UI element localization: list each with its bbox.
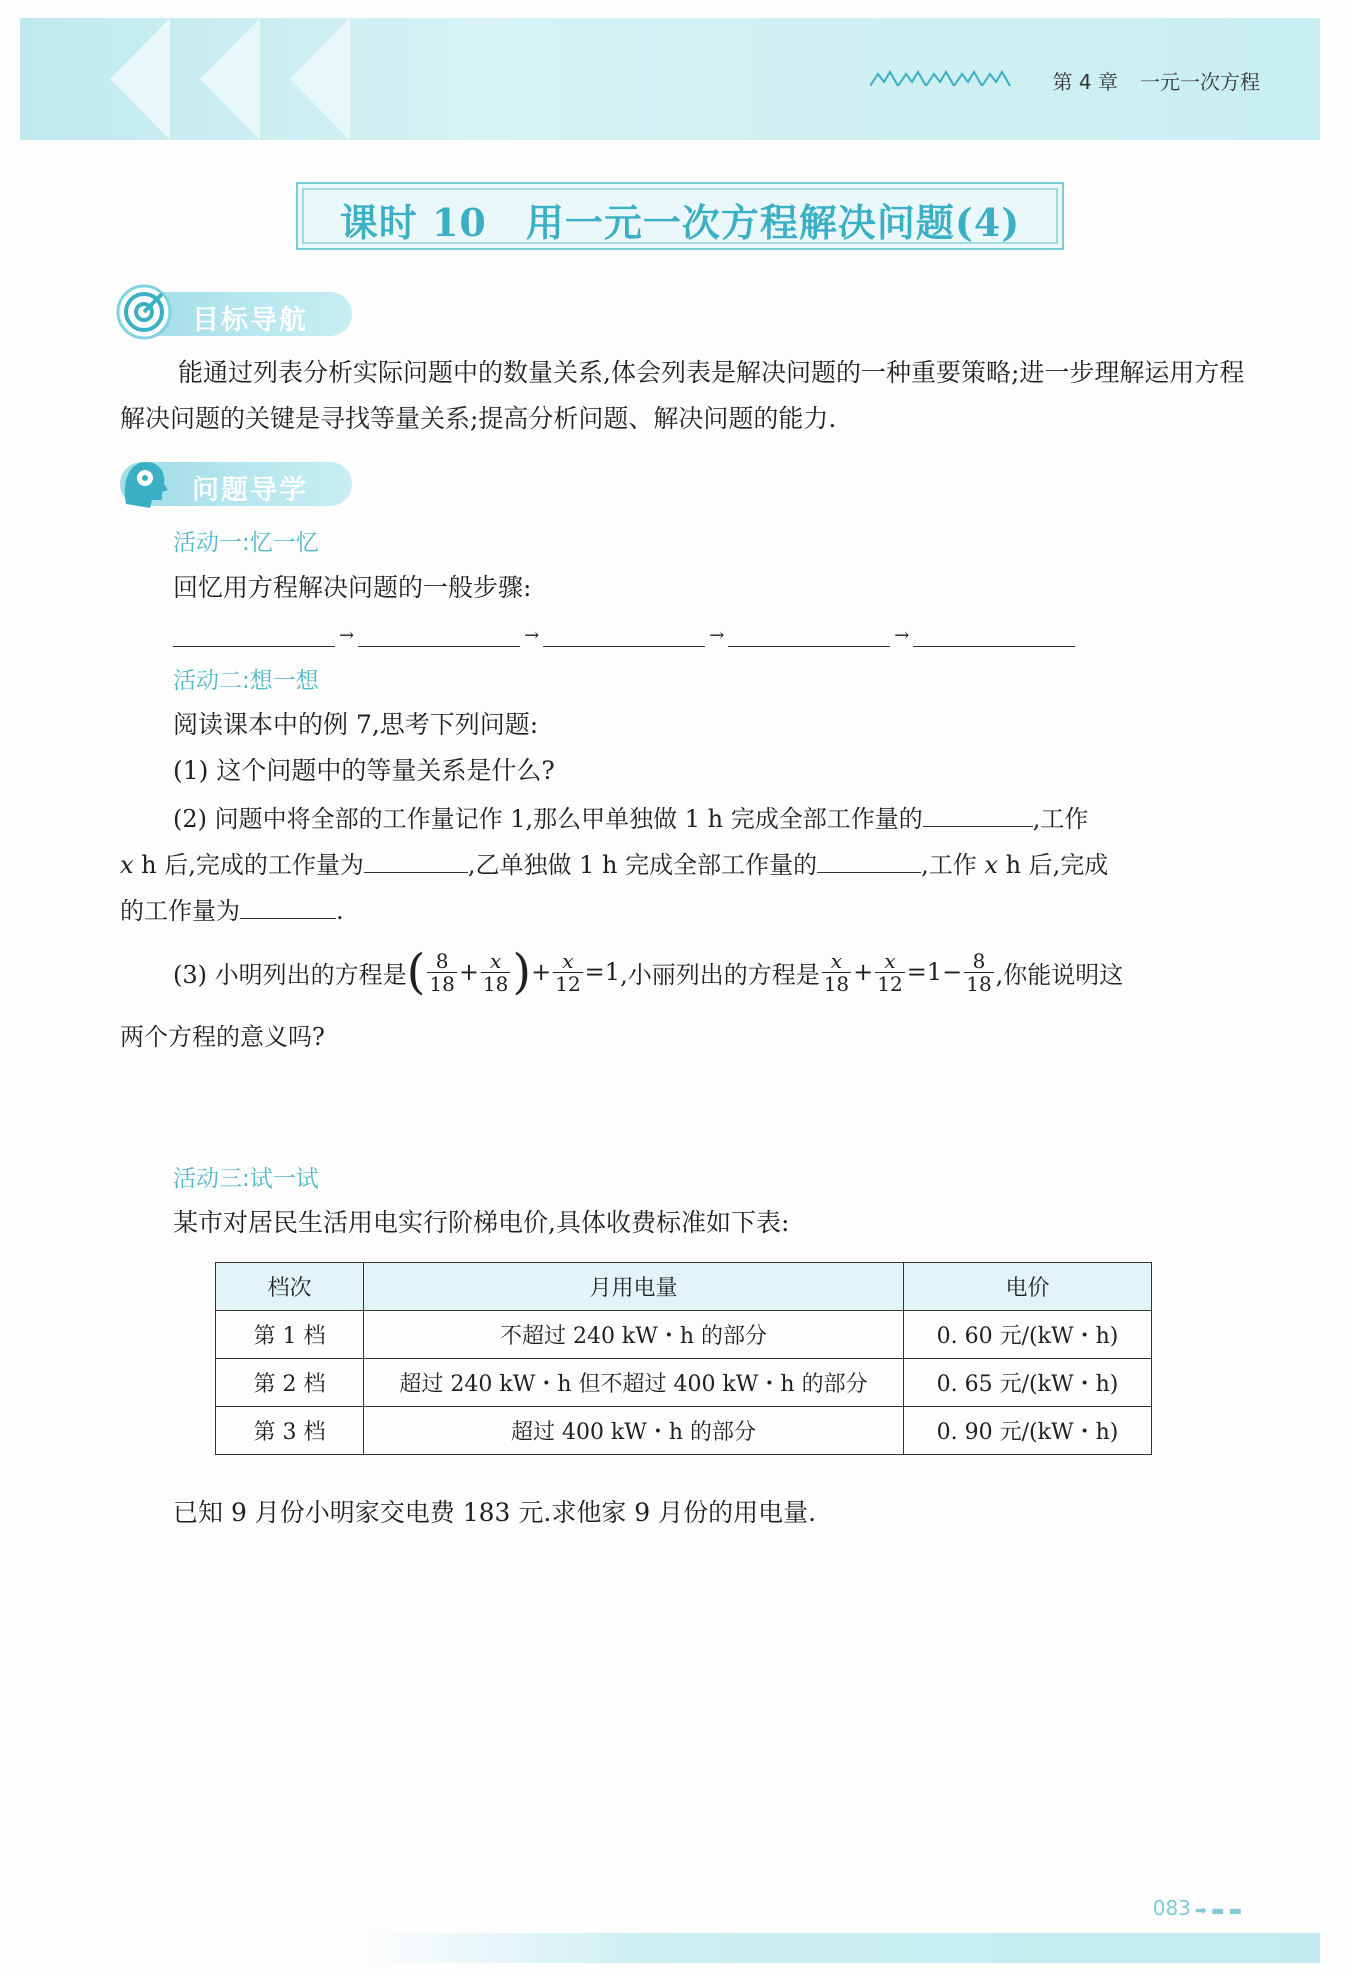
fraction-numerator: 8 [964,950,993,973]
answer-blank[interactable] [728,612,890,647]
fraction-numerator: x [553,950,582,973]
fraction [822,950,851,995]
head-gear-icon [116,454,172,510]
answer-blank[interactable] [923,796,1033,827]
table-cell: 第 2 档 [216,1359,364,1407]
page-title: 课时 10 用一元一次方程解决问题(4) [339,200,1021,245]
chapter-header [1053,66,1260,95]
equation-rhs: =1 [584,958,621,986]
fraction-numerator: 8 [427,950,456,973]
answer-blank[interactable] [173,612,335,647]
arrow-icon: → [894,625,910,646]
mountains-icon [870,70,1020,86]
question-2-text: h 后,完成的工作量为 [133,851,364,879]
fraction-denominator: 18 [482,971,509,996]
activity-2-title: 活动二:想一想 [173,668,319,694]
question-3-continued: 两个方程的意义吗? [120,1023,325,1051]
price-table [215,1262,1152,1455]
fraction-denominator: 12 [555,971,581,996]
activity-3-question: 已知 9 月份小明家交电费 183 元.求他家 9 月份的用电量. [173,1498,817,1527]
table-cell: 0. 65 元/(kW・h) [904,1359,1152,1407]
activity-1-prompt: 回忆用方程解决问题的一般步骤: [173,573,532,602]
variable-x: x [120,851,134,879]
activity-2-intro: 阅读课本中的例 7,思考下列问题: [173,710,539,739]
page-number [1153,1896,1242,1920]
target-icon [116,284,172,340]
table-header-row [216,1263,1152,1311]
arrow-icon: → [339,625,355,646]
table-cell: 第 1 档 [216,1311,364,1359]
table-cell: 0. 60 元/(kW・h) [904,1311,1152,1359]
table-row [216,1359,1152,1407]
fraction-denominator: 18 [429,971,455,996]
section-badge-guide [120,462,352,506]
plus-sign: + [458,958,479,986]
column-header: 月用电量 [364,1263,904,1311]
question-2-text: 的工作量为 [120,897,240,925]
fraction-numerator: x [822,950,851,973]
table-row [216,1311,1152,1359]
fraction-denominator: 18 [966,971,992,996]
question-2-text: ,工作 [1032,805,1089,833]
answer-blank[interactable] [358,612,520,647]
question-3-text: (3) 小明列出的方程是 [173,960,407,989]
activity-1-title: 活动一:忆一忆 [173,530,319,556]
column-header: 电价 [904,1263,1152,1311]
fraction [553,950,582,995]
arrow-decoration-icon: ➡ ▬ ▬ [1194,1903,1242,1919]
question-2-text: ,工作 [921,851,985,879]
question-2-text: (2) 问题中将全部的工作量记作 1,那么甲单独做 1 h 完成全部工作量的 [173,805,923,833]
column-header: 档次 [216,1263,364,1311]
fraction-numerator: x [481,950,510,973]
goals-text: 能通过列表分析实际问题中的数量关系,体会列表是解决问题的一种重要策略;进一步理解运用方程解决问题的关键是寻找等量关系;提高分析问题、解决问题的能力. [120,358,1245,433]
question-3 [173,942,1123,1002]
chapter-number: 第 4 章 [1052,70,1118,94]
table-row [216,1407,1152,1455]
activity-3-title: 活动三:试一试 [173,1166,319,1192]
arrow-icon: → [524,625,540,646]
activity-3-intro: 某市对居民生活用电实行阶梯电价,具体收费标准如下表: [173,1208,790,1237]
answer-blank[interactable] [913,612,1075,647]
chapter-title: 一元一次方程 [1140,70,1260,94]
paren-open: ( [406,944,426,1000]
answer-blank[interactable] [543,612,705,647]
answer-blank[interactable] [817,842,921,873]
question-3-text: ,小丽列出的方程是 [620,960,820,989]
question-3-text: ,你能说明这 [995,960,1124,989]
lesson-title-box [296,182,1064,250]
fraction [481,950,510,995]
question-2-text: ,乙单独做 1 h 完成全部工作量的 [467,851,818,879]
fraction [875,950,904,995]
equation-mid: =1− [906,958,963,986]
chevron-decoration [290,18,350,140]
footer-band [360,1933,1320,1963]
fraction-denominator: 18 [823,971,850,996]
fraction [964,950,993,995]
plus-sign: + [531,958,552,986]
answer-blank[interactable] [364,842,468,873]
table-cell: 超过 240 kW・h 但不超过 400 kW・h 的部分 [364,1359,904,1407]
variable-x: x [984,851,998,879]
section-badge-label: 问题导学 [192,475,308,506]
chevron-decoration [200,18,260,140]
section-badge-goals [120,292,352,336]
chevron-decoration [110,18,170,140]
section-badge-label: 目标导航 [192,305,308,336]
question-2 [120,796,1260,934]
table-cell: 不超过 240 kW・h 的部分 [364,1311,904,1359]
fraction-numerator: x [875,950,904,973]
page-number-text: 083 [1152,1896,1191,1920]
table-cell: 0. 90 元/(kW・h) [904,1407,1152,1455]
answer-blank[interactable] [240,888,336,919]
paren-close: ) [512,944,532,1000]
table-cell: 超过 400 kW・h 的部分 [364,1407,904,1455]
question-2-text: . [336,897,344,925]
question-2-text: h 后,完成 [997,851,1109,879]
arrow-icon: → [709,625,725,646]
fraction-denominator: 12 [877,971,903,996]
steps-blanks [173,612,1075,653]
table-cell: 第 3 档 [216,1407,364,1455]
fraction [427,950,456,995]
question-1: (1) 这个问题中的等量关系是什么? [173,756,555,785]
plus-sign: + [853,958,874,986]
